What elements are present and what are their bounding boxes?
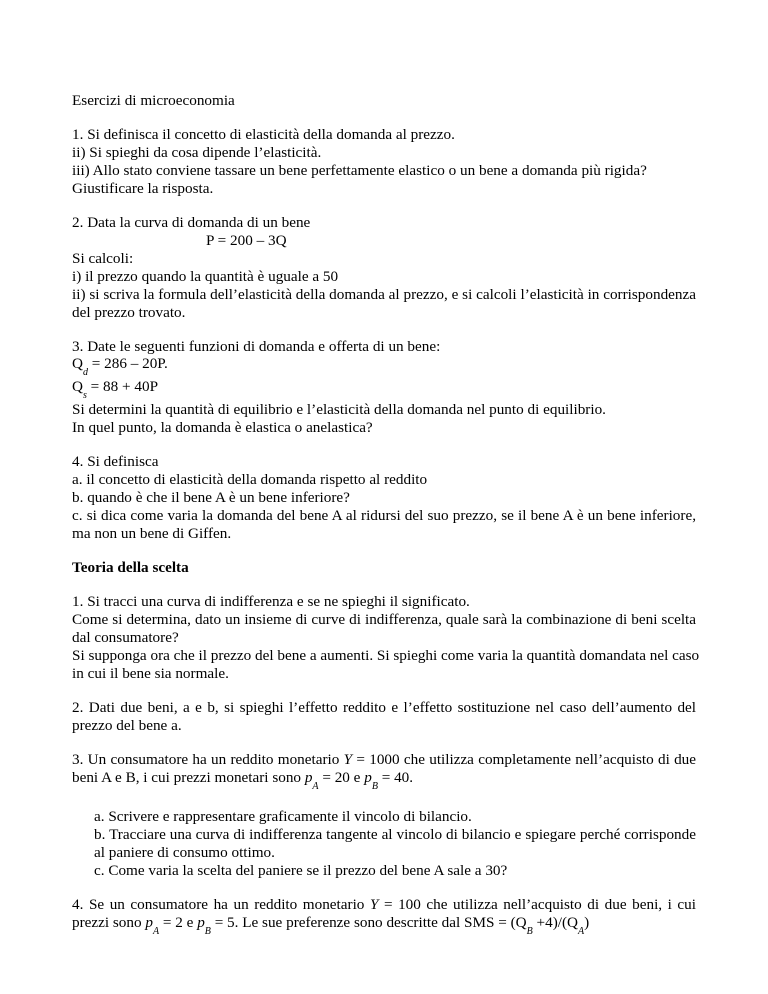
choice-3-item-a: a. Scrivere e rappresentare graficamente il vincolo di bilancio.	[94, 808, 472, 825]
section-heading: Teoria della scelta	[72, 559, 189, 576]
choice-1-line-5: in cui il bene sia normale.	[72, 665, 229, 682]
exercise-2-line-3: Si calcoli:	[72, 250, 134, 267]
exercise-1-line-1: 1. Si definisca il concetto di elasticità della domanda al prezzo.	[72, 126, 455, 143]
choice-1-line-2: Come si determina, dato un insieme di curve di indifferenza, quale sarà la combinazione di beni scelta	[72, 611, 696, 628]
exercise-3-line-5: In quel punto, la domanda è elastica o anelastica?	[72, 419, 373, 436]
choice-2-line-1: 2. Dati due beni, a e b, si spieghi l’effetto reddito e l’effetto sostituzione nel caso dell’aumento del	[72, 699, 696, 716]
demand-equation: P = 200 – 3Q	[206, 232, 287, 249]
demand-function: $Q_d = 286 - 20P$.	[72, 355, 168, 378]
exercise-4-line-5: ma non un bene di Giffen.	[72, 525, 232, 542]
exercise-2-line-6: del prezzo trovato.	[72, 304, 186, 321]
choice-4-line-1: 4. Se un consumatore ha un reddito monetario Y = 100 che utilizza nell’acquisto di due beni, i cui	[72, 896, 696, 913]
exercise-4-line-4: c. si dica come varia la domanda del bene A al ridursi del suo prezzo, se il bene A è un bene inferiore,	[72, 507, 696, 524]
exercise-4-line-2: a. il concetto di elasticità della domanda rispetto al reddito	[72, 471, 428, 488]
choice-1-line-3: dal consumatore?	[72, 629, 179, 646]
choice-3-item-b-line-1: b. Tracciare una curva di indifferenza tangente al vincolo di bilancio e spiegare perché corrisponde	[94, 826, 696, 843]
exercise-2-line-5: ii) si scriva la formula dell’elasticità della domanda al prezzo, e si calcoli l’elasticità in corrispondenza	[72, 286, 696, 303]
choice-3-item-b-line-2: al paniere di consumo ottimo.	[94, 844, 275, 861]
choice-1-line-4: Si supponga ora che il prezzo del bene a aumenti. Si spieghi come varia la quantità domandata nel caso	[72, 647, 700, 664]
supply-function: $Q_s = 88 + 40P$	[72, 378, 159, 401]
choice-3-item-c: c. Come varia la scelta del paniere se il prezzo del bene A sale a 30?	[94, 862, 508, 879]
exercise-2-line-1: 2. Data la curva di domanda di un bene	[72, 214, 311, 231]
exercise-4-line-1: 4. Si definisca	[72, 453, 159, 470]
choice-3-line-1: 3. Un consumatore ha un reddito monetario Y = 1000 che utilizza completamente nell’acquisto di due	[72, 751, 697, 768]
choice-2-line-2: prezzo del bene a.	[72, 717, 182, 734]
document-title: Esercizi di microeconomia	[72, 92, 235, 109]
exercise-2-line-4: i) il prezzo quando la quantità è uguale a 50	[72, 268, 339, 285]
exercise-1-line-4: Giustificare la risposta.	[72, 180, 214, 197]
choice-1-line-1: 1. Si tracci una curva di indifferenza e se ne spieghi il significato.	[72, 593, 470, 610]
exercise-3-line-1: 3. Date le seguenti funzioni di domanda e offerta di un bene:	[72, 338, 441, 355]
choice-4-line-2: prezzi sono $p_A = 2$ e $p_B = 5$. Le sue preferenze sono descritte dal SMS = $(Q_B +4)/(Q_A)$	[72, 914, 590, 937]
choice-3-line-2: beni A e B, i cui prezzi monetari sono $p_A = 20$ e $p_B = 40$.	[72, 769, 414, 792]
exercise-1-line-2: ii) Si spieghi da cosa dipende l’elasticità.	[72, 144, 322, 161]
exercise-1-line-3: iii) Allo stato conviene tassare un bene perfettamente elastico o un bene a domanda più rigida?	[72, 162, 647, 179]
exercise-3-line-4: Si determini la quantità di equilibrio e l’elasticità della domanda nel punto di equilibrio.	[72, 401, 606, 418]
exercise-4-line-3: b. quando è che il bene A è un bene inferiore?	[72, 489, 350, 506]
